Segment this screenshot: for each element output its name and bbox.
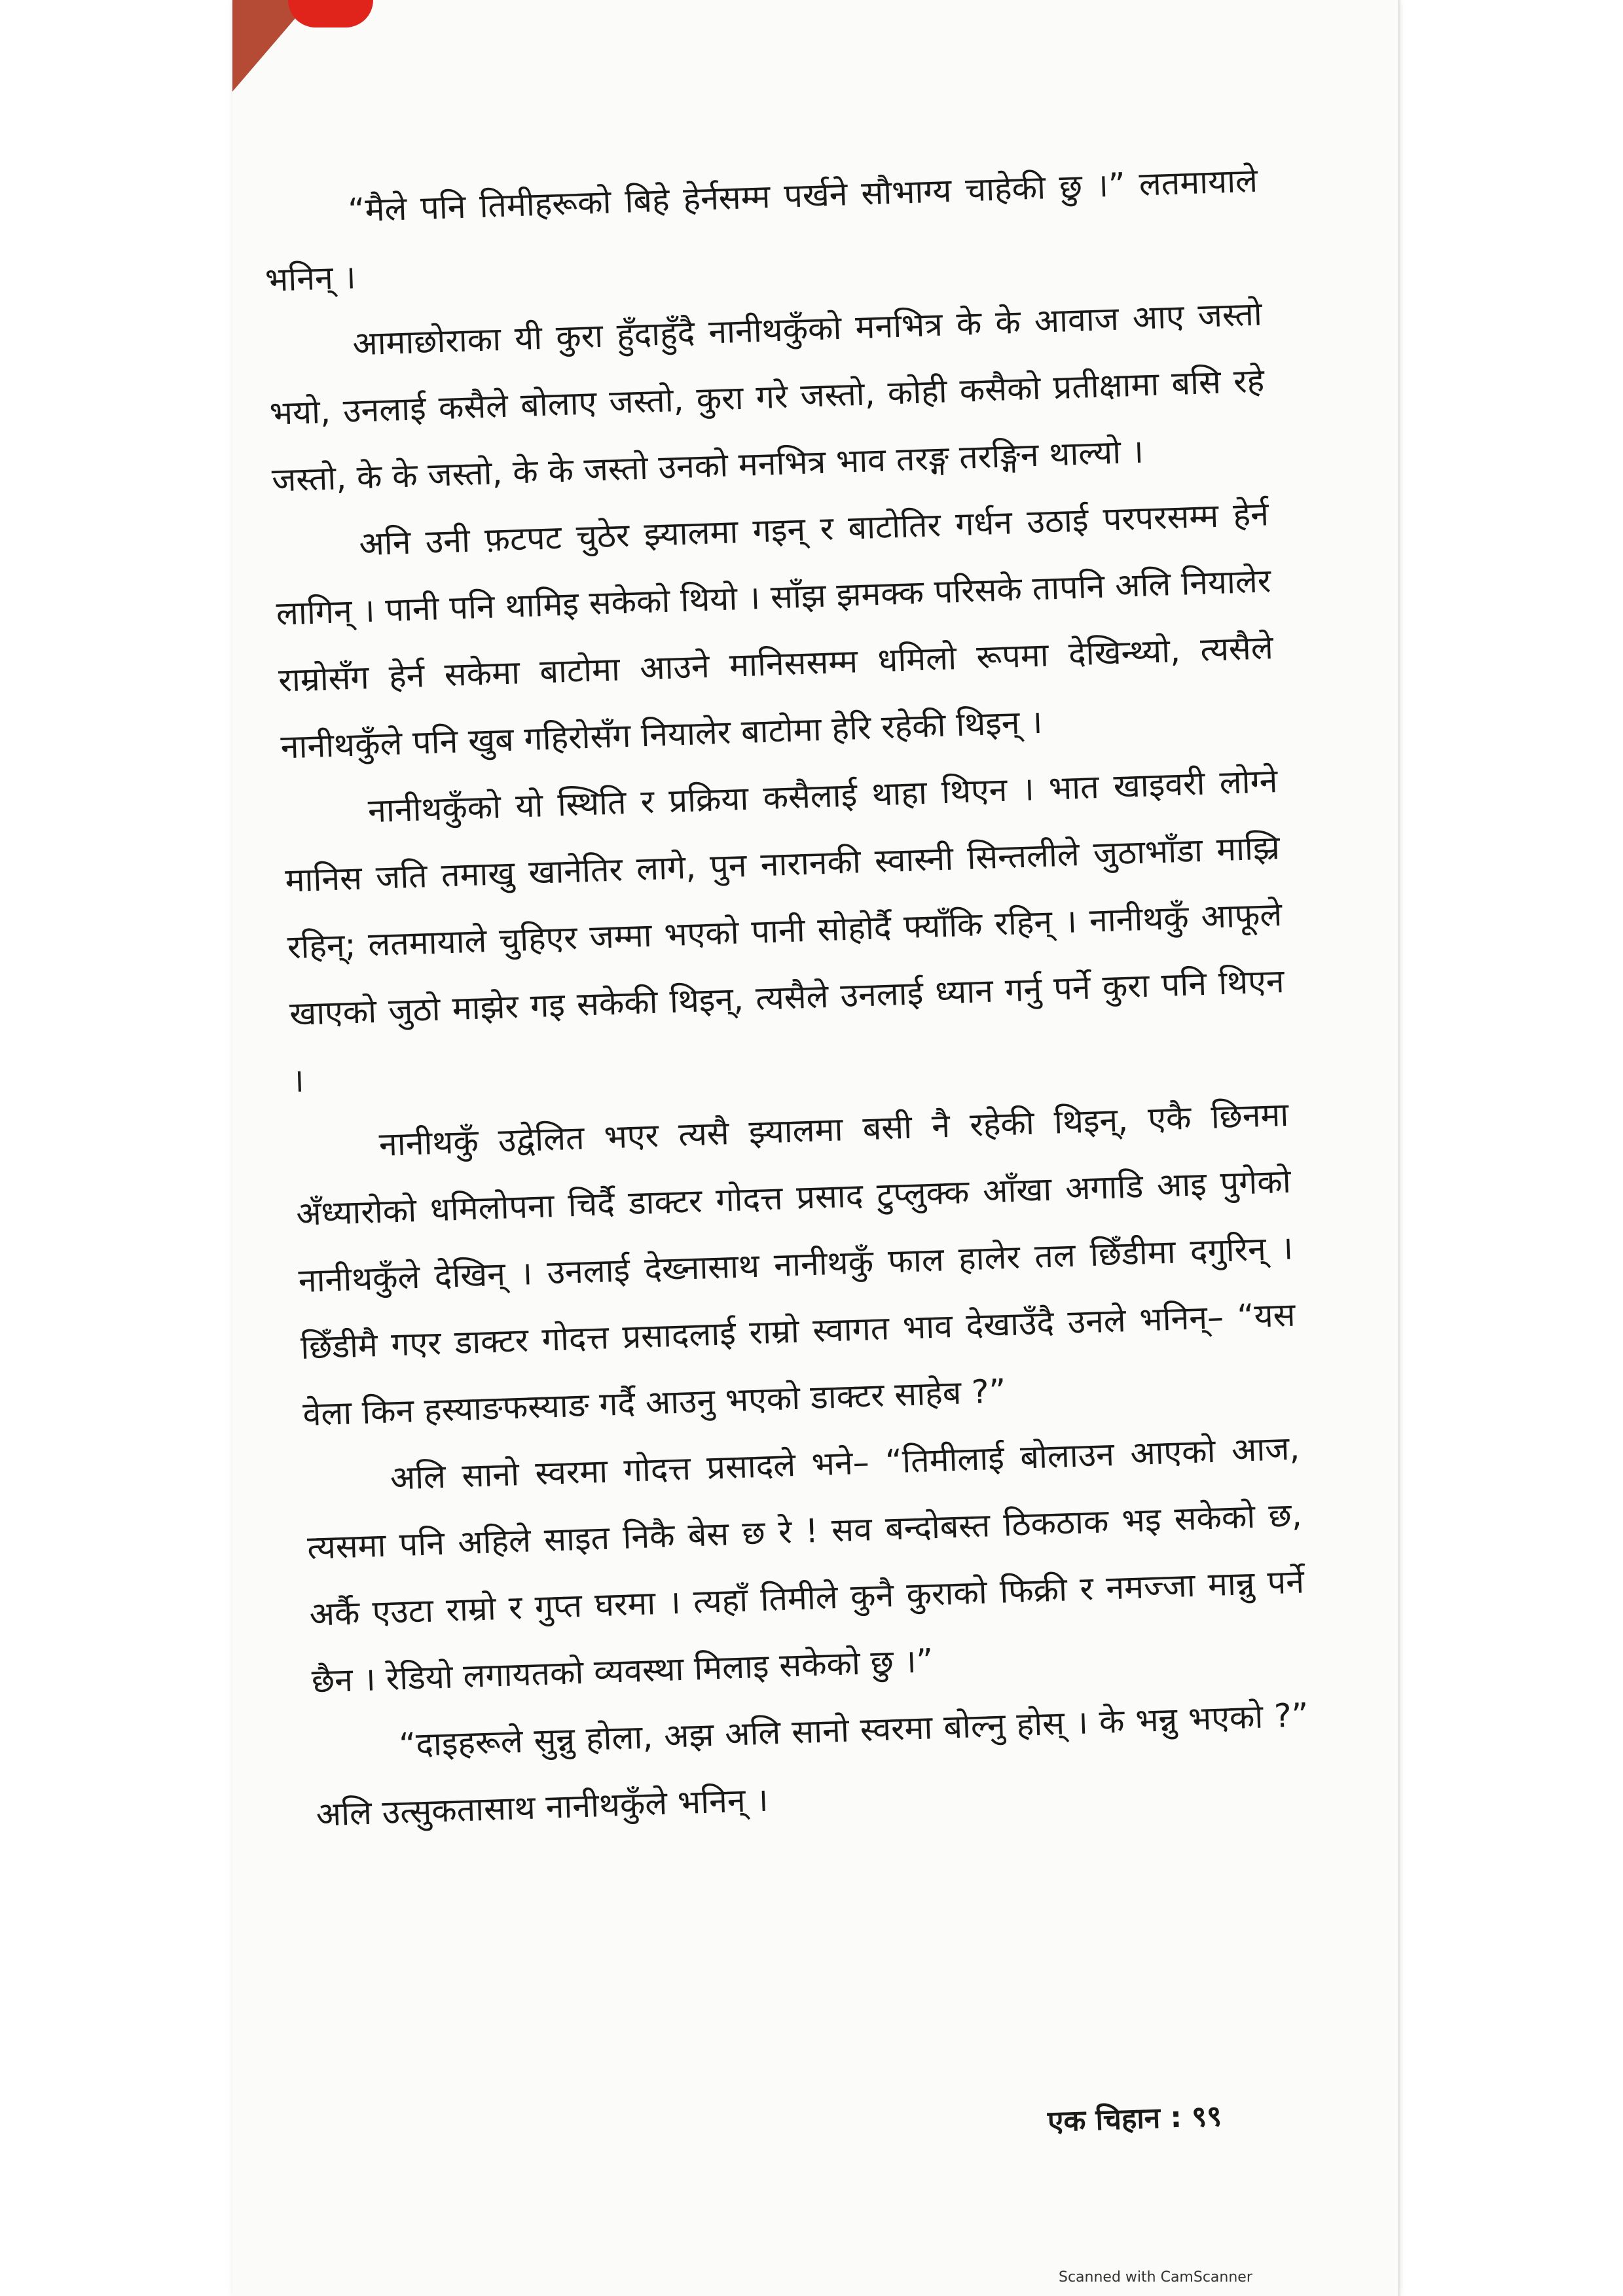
- paragraph-1: “मैले पनि तिमीहरूको बिहे हेर्नसम्म पर्खने सौभाग्य चाहेकी छु ।” लतमायाले भनिन् ।: [264, 161, 1258, 299]
- paragraph-7: “दाइहरूले सुन्नु होला, अझ अलि सानो स्वरमा बोल्नु होस् । के भन्नु भएको ?” अलि उत्सुकतासाथ नानीथकुँले भनिन् ।: [315, 1696, 1309, 1834]
- paragraph-6: अलि सानो स्वरमा गोदत्त प्रसादले भने– “तिमीलाई बोलाउन आएको आज, त्यसमा पनि अहिले साइत निकै बेस छ रे ! सव बन्दोबस्त ठिकठाक भइ सकेको छ, अर्कै एउटा राम्रो र गुप्त घरमा । त्यहाँ तिमीले कुनै कुराको फिक्री र नमज्जा मान्नु पर्ने छैन । रेडियो लगायतको व्यवस्था मिलाइ सकेको छु ।”: [306, 1429, 1305, 1700]
- page-number: ९९: [1191, 2099, 1222, 2134]
- paragraph-4: नानीथकुँको यो स्थिति र प्रक्रिया कसैलाई थाहा थिएन । भात खाइवरी लोग्ने मानिस जति तमाखु खानेतिर लागे, पुन नारानकी स्वास्नी सिन्तलीले जुठाभाँडा माझ्रि रहिन्; लतमायाले चुहिएर जम्मा भएको पानी सोहोर्दै फ्याँकि रहिन् । नानीथकुँ आफूले खाएको जुठो माझेर गइ सकेकी थिइन्, त्यसैले उनलाई ध्यान गर्नु पर्ने कुरा पनि थिएन ।: [284, 762, 1285, 1100]
- scanner-watermark: Scanned with CamScanner: [1059, 2269, 1252, 2286]
- body-text: [262, 147, 1312, 1848]
- paragraph-5: नानीथकुँ उद्वेलित भएर त्यसै झ्यालमा बसी नै रहेकी थिइन्, एकै छिनमा अँध्यारोको धमिलोपना चिर्दै डाक्टर गोदत्त प्रसाद टुप्लुक्क आँखा अगाडि आइ पुगेको नानीथकुँले देखिन् । उनलाई देख्नासाथ नानीथकुँ फाल हालेर तल छिँडीमा दगुरिन् । छिँडीमै गएर डाक्टर गोदत्त प्रसादलाई राम्रो स्वागत भाव देखाउँदै उनले भनिन्– “यस वेला किन हस्याङफस्याङ गर्दै आउनु भएको डाक्टर साहेब ?”: [295, 1095, 1296, 1433]
- page-footer: [1047, 2095, 1222, 2140]
- book-title: एक चिहान: [1047, 2101, 1161, 2139]
- footer-separator: :: [1169, 2100, 1182, 2135]
- paragraph-3: अनि उनी फ़टपट चुठेर झ्यालमा गइन् र बाटोतिर गर्धन उठाई परपरसम्म हेर्न लागिन् । पानी पनि थामिइ सकेको थियो । साँझ झमक्क परिसके तापनि अलि नियालेर राम्रोसँग हेर्न सकेमा बाटोमा आउने मानिससम्म धमिलो रूपमा देखिन्थ्यो, त्यसैले नानीथकुँले पनि खुब गहिरोसँग नियालेर बाटोमा हेरि रहेकी थिइन् ।: [276, 495, 1274, 766]
- paragraph-2: आमाछोराका यी कुरा हुँदाहुँदै नानीथकुँको मनभित्र के के आवाज आए जस्तो भयो, उनलाई कसैले बोलाए जस्तो, कुरा गरे जस्तो, कोही कसैको प्रतीक्षामा बसि रहे जस्तो, के के जस्तो, के के जस्तो उनको मनभित्र भाव तरङ्ग तरङ्गिन थाल्यो ।: [268, 295, 1265, 499]
